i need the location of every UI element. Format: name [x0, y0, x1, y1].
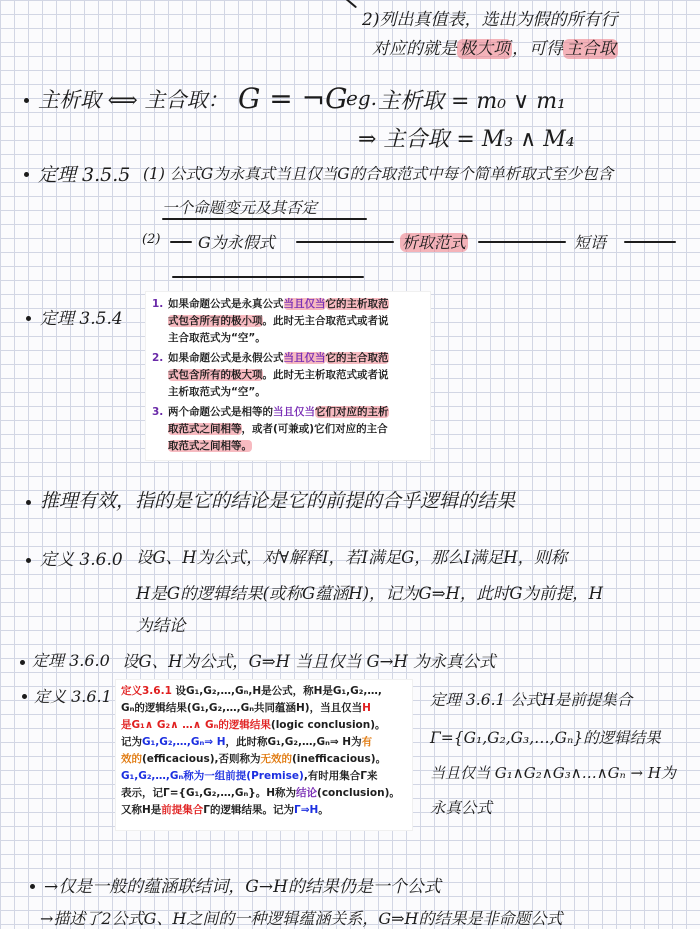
item-text: 。此时无主合取范式或者说 — [262, 315, 389, 327]
bullet — [30, 884, 35, 889]
def361-text-purple: 结论 — [296, 787, 318, 799]
item-iff: 当且仅当 — [283, 298, 326, 310]
thm355-item-2-num: (2) — [142, 232, 161, 247]
def361-title: 定义3.6.1 — [121, 685, 172, 697]
item-text: 主合取范式为“空”。 — [168, 332, 266, 344]
thm355-item-2-c: 短语 — [574, 233, 607, 252]
def361-text: (efficacious),否则称为 — [142, 753, 261, 765]
highlight-maxterm: 极大项 — [459, 39, 510, 59]
thm354-item-2 — [152, 350, 430, 401]
equiv-example-2: ⇒ 主合取 = M₃ ∧ M₄ — [358, 127, 575, 152]
def361-text-orange: 效的 — [121, 753, 142, 765]
def361-text-red: 是G₁∧ G₂∧ …∧ Gₙ的逻辑结果 — [121, 719, 271, 731]
thm354-label: 定理 3.5.4 — [40, 309, 123, 329]
def361-text: ,有时用集合Γ来 — [303, 770, 378, 782]
item-number: 1. — [152, 298, 164, 310]
item-text: 如果命题公式是永假公式 — [168, 352, 284, 364]
item-text: 如果命题公式是永真公式 — [168, 298, 284, 310]
thm361-line-2: Γ={G₁,G₂,G₃,…,Gₙ}的逻辑结果 — [430, 729, 661, 747]
thm355-label: 定理 3.5.5 — [38, 164, 131, 186]
connector-line — [624, 241, 676, 243]
def361-card — [116, 680, 412, 830]
thm360-label: 定理 3.6.0 — [32, 651, 110, 670]
def361-text: (logic conclusion)。 — [270, 719, 386, 731]
thm354-item-1 — [152, 296, 430, 347]
bullet — [24, 98, 29, 103]
connector-line — [170, 241, 192, 243]
item-text-hl: 式包含所有的极小项 — [168, 315, 263, 327]
connector-line — [172, 276, 364, 278]
bottom-note-2: →描述了2公式G、H之间的一种逻辑蕴涵关系，G⇒H的结果是非命题公式 — [40, 909, 563, 928]
def361-text: (conclusion)。 — [317, 787, 400, 799]
top-note-line-2 — [372, 34, 618, 59]
connector-line — [296, 241, 394, 243]
top-note-text-b: ，可得 — [512, 39, 563, 59]
top-hook-line — [345, 0, 357, 8]
item-text: ，或者(可兼或)它们对应的主合 — [241, 423, 388, 435]
underline — [162, 218, 367, 220]
def361-text: 记为 — [121, 736, 142, 748]
thm361-line-3: 当且仅当 G₁∧G₂∧G₃∧…∧Gₙ → H为 — [430, 764, 676, 782]
equiv-label: 主析取 ⟺ 主合取： — [38, 88, 229, 112]
highlight-main-conjunctive: 主合取 — [565, 39, 616, 59]
def361-text-blue: G₁,G₂,…,Gₙ称为一组前提(Premise) — [121, 770, 304, 782]
def361-text-blue: Γ⇒H — [294, 804, 319, 816]
thm354-item-3 — [152, 404, 430, 455]
def361-text: 表示，记Γ={G₁,G₂,…,Gₙ}。H称为 — [121, 787, 297, 799]
item-text-hl: 它的主析取范 — [325, 298, 389, 310]
item-text-hl: 它们对应的主析 — [315, 406, 389, 418]
def361-text-orange: 无效的 — [260, 753, 292, 765]
def361-text: ，此时称G₁,G₂,…,Gₙ⇒ H为 — [225, 736, 362, 748]
thm360-text: 设G、H为公式，G⇒H 当且仅当 G→H 为永真公式 — [122, 652, 496, 671]
bullet — [26, 316, 31, 321]
def360-line-1: 设G、H为公式，对∀解释I，若I满足G，那么I满足H，则称 — [136, 548, 568, 567]
def361-text-red: H — [362, 702, 371, 714]
thm355-item-2-b — [400, 230, 468, 253]
top-note-text: 2)列出真值表，选出为假的所有行 — [362, 10, 618, 30]
equiv-example-1: 主析取 = m₀ ∨ m₁ — [378, 89, 566, 114]
item-text-hl: 取范式之间相等。 — [168, 440, 252, 452]
thm361-line-4: 永真公式 — [430, 799, 493, 817]
inference-text: 推理有效，指的是它的结论是它的前提的合乎逻辑的结果 — [40, 490, 516, 512]
def361-text: 设G₁,G₂,…,Gₙ,H是公式，称H是G₁,G₂,…, — [171, 685, 382, 697]
item-text: 主析取范式为“空”。 — [168, 386, 266, 398]
equiv-eg-label: eg. — [346, 86, 377, 110]
def361-text-red: 前提集合 — [161, 804, 204, 816]
item-number: 2. — [152, 352, 164, 364]
bullet — [22, 694, 27, 699]
equiv-formula: G = ¬G — [238, 82, 348, 115]
item-number: 3. — [152, 406, 164, 418]
def361-text: Gₙ的逻辑结果(G₁,G₂,…,Gₙ共同蕴涵H)，当且仅当 — [121, 702, 363, 714]
def361-text: (inefficacious)。 — [292, 753, 387, 765]
bullet — [20, 660, 25, 665]
item-text-hl: 它的主合取范 — [325, 352, 389, 364]
def361-body — [121, 683, 411, 819]
item-text: 。此时无主析取范式或者说 — [262, 369, 389, 381]
item-iff: 当且仅当 — [283, 352, 326, 364]
highlight-dnf: 析取范式 — [402, 233, 467, 252]
item-text-hl: 式包含所有的极大项 — [168, 369, 263, 381]
def361-text-blue: G₁,G₂,…,Gₙ⇒ H — [142, 736, 226, 748]
bullet — [24, 172, 29, 177]
item-text-hl: 取范式之间相等 — [168, 423, 242, 435]
def360-line-3: 为结论 — [136, 616, 186, 635]
connector-line — [478, 241, 566, 243]
def361-text: 。 — [318, 804, 329, 816]
bottom-note-1: →仅是一般的蕴涵联结词，G→H的结果仍是一个公式 — [44, 877, 441, 897]
item-iff: 当且仅当 — [273, 406, 315, 418]
def360-label: 定义 3.6.0 — [40, 550, 123, 570]
def360-line-2: H是G的逻辑结果(或称G蕴涵H)，记为G⇒H，此时G为前提，H — [136, 584, 603, 603]
thm355-item-2-a: G为永假式 — [198, 233, 275, 252]
thm355-item-1: (1) 公式G为永真式当且仅当G的合取范式中每个简单析取式至少包含 — [143, 165, 614, 183]
def361-text: Γ的逻辑结果。记为 — [203, 804, 294, 816]
top-note-line-1 — [362, 5, 617, 30]
thm355-item-1-cont: 一个命题变元及其否定 — [162, 199, 318, 217]
item-text: 两个命题公式是相等的 — [168, 406, 273, 418]
top-note-text-a: 对应的就是 — [372, 39, 457, 59]
bullet — [26, 500, 31, 505]
thm361-line-1: 定理 3.6.1 公式H是前提集合 — [430, 691, 633, 709]
thm354-card — [146, 292, 430, 460]
def361-text: 又称H是 — [121, 804, 162, 816]
bullet — [26, 558, 31, 563]
def361-label: 定义 3.6.1 — [34, 687, 112, 706]
def361-text-orange: 有 — [361, 736, 373, 748]
